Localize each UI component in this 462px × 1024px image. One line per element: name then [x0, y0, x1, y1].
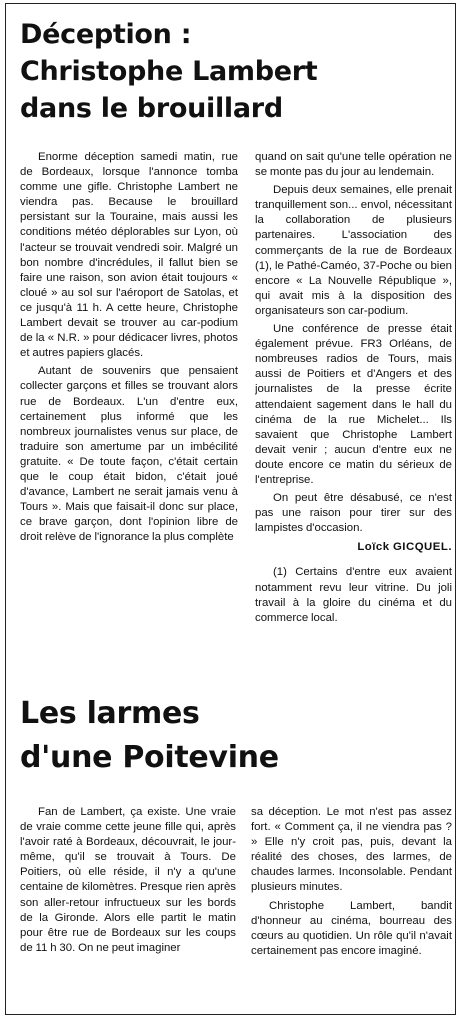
article-1-paragraph: quand on sait qu'une telle opération ne se monte pas du jour au lendemain. [255, 151, 452, 179]
article-1-paragraph: Enorme déception samedi matin, rue de Bordeaux, lorsque l'annonce tomba comme une gifle. Christophe Lambert ne viendra pas. Because le brouillard persistant sur la Touraine, mais aussi les conditions météo déplorables sur Lyon, où l'acteur se trouvait vendredi soir. Malgré un bon nombre d'incrédules, il fallut bien se faire une raison, son avion était toujours « cloué » au sol sur l'aéroport de Satolas, et ce jusqu'à 11 h. A cette heure, Christophe Lambert devait se trouver au car-podium de la « N.R. » pour dédicacer livres, photos et autres papiers glacés. [20, 151, 238, 360]
headline-line-1: Déception : [20, 19, 192, 50]
article-2-paragraph: Christophe Lambert, bandit d'honneur au cinéma, bourreau des cœurs au quotidien. Un rôle qu'il n'avait certainement pas encore imaginé. [251, 899, 452, 957]
article-2-paragraph: Fan de Lambert, ça existe. Une vraie de vraie comme cette jeune fille qui, après l'avoir raté à Bordeaux, découvrait, le jour-même, qu'il se trouvait à Tours. De Poitiers, où elle réside, il n'y a qu'une centaine de kilomètres. Presque rien après son aller-retour infructueux sur les bords de la Gironde. Alors elle partit le matin pour être rue de Bordeaux sur les coups de 11 h 30. On ne peut imaginer [20, 806, 236, 954]
article-2-column-2 [251, 805, 452, 1015]
article-1-headline [20, 16, 317, 127]
article-2-column-1 [20, 805, 236, 1015]
article-1-paragraph: Une conférence de presse était également prévue. FR3 Orléans, de nombreuses radios de Tours, mais aussi de Poitiers et d'Angers et des journalistes de la presse écrite attendaient sagement dans le hall du cinéma de la rue Michelet... Ils savaient que Christophe Lambert devait venir ; aucun d'entre eux ne doute encore ce matin du sérieux de l'entreprise. [255, 323, 452, 486]
headline-line-2: Christophe Lambert [20, 56, 318, 87]
article-2-headline [20, 692, 279, 780]
newspaper-clipping [5, 3, 456, 1015]
article-1-paragraph: Depuis deux semaines, elle prenait tranquillement son... envol, nécessitant la collaboration de plusieurs partenaires. L'association des commerçants de la rue de Bordeaux (1), le Pathé-Caméo, 37-Poche ou bien encore « La Nouvelle République », qui avait mis à la disposition des organisateurs son car-podium. [255, 184, 452, 317]
article-1-column-2 [255, 150, 452, 695]
footnote: (1) Certains d'entre eux avaient notamment revu leur vitrine. Du joli travail à la gloire du cinéma et du commerce local. [255, 566, 452, 624]
author-signature: Loïck GICQUEL. [357, 541, 452, 554]
article-1-paragraph: On peut être désabusé, ce n'est pas une raison pour tirer sur des lampistes d'occasion. [255, 492, 452, 535]
article-2-paragraph: sa déception. Le mot n'est pas assez fort. « Comment ça, il ne viendra pas ? » Elle n'y croit pas, puis, devant la réalité des choses, des larmes, de chaudes larmes. Inconsolable. Pendant plusieurs minutes. [251, 806, 452, 894]
headline-line-2: d'une Poitevine [20, 740, 279, 775]
headline-line-1: Les larmes [20, 696, 200, 731]
article-1-paragraph: Autant de souvenirs que pensaient collecter garçons et filles se trouvant alors rue de Bordeaux. L'un d'entre eux, certainement plus informé que les nombreux journalistes venus sur place, de traduire son amertume par un imbécilité gratuite. « De toute façon, c'était certain que le coup était bidon, c'était joué d'avance, Lambert ne serait jamais venu à Tours ». Mais que faisait-il donc sur place, ce brave garçon, dont l'opinion libre de droit relève de l'ignorance la plus complète [20, 365, 238, 544]
article-1-column-1 [20, 150, 238, 695]
headline-line-3: dans le brouillard [20, 93, 283, 124]
